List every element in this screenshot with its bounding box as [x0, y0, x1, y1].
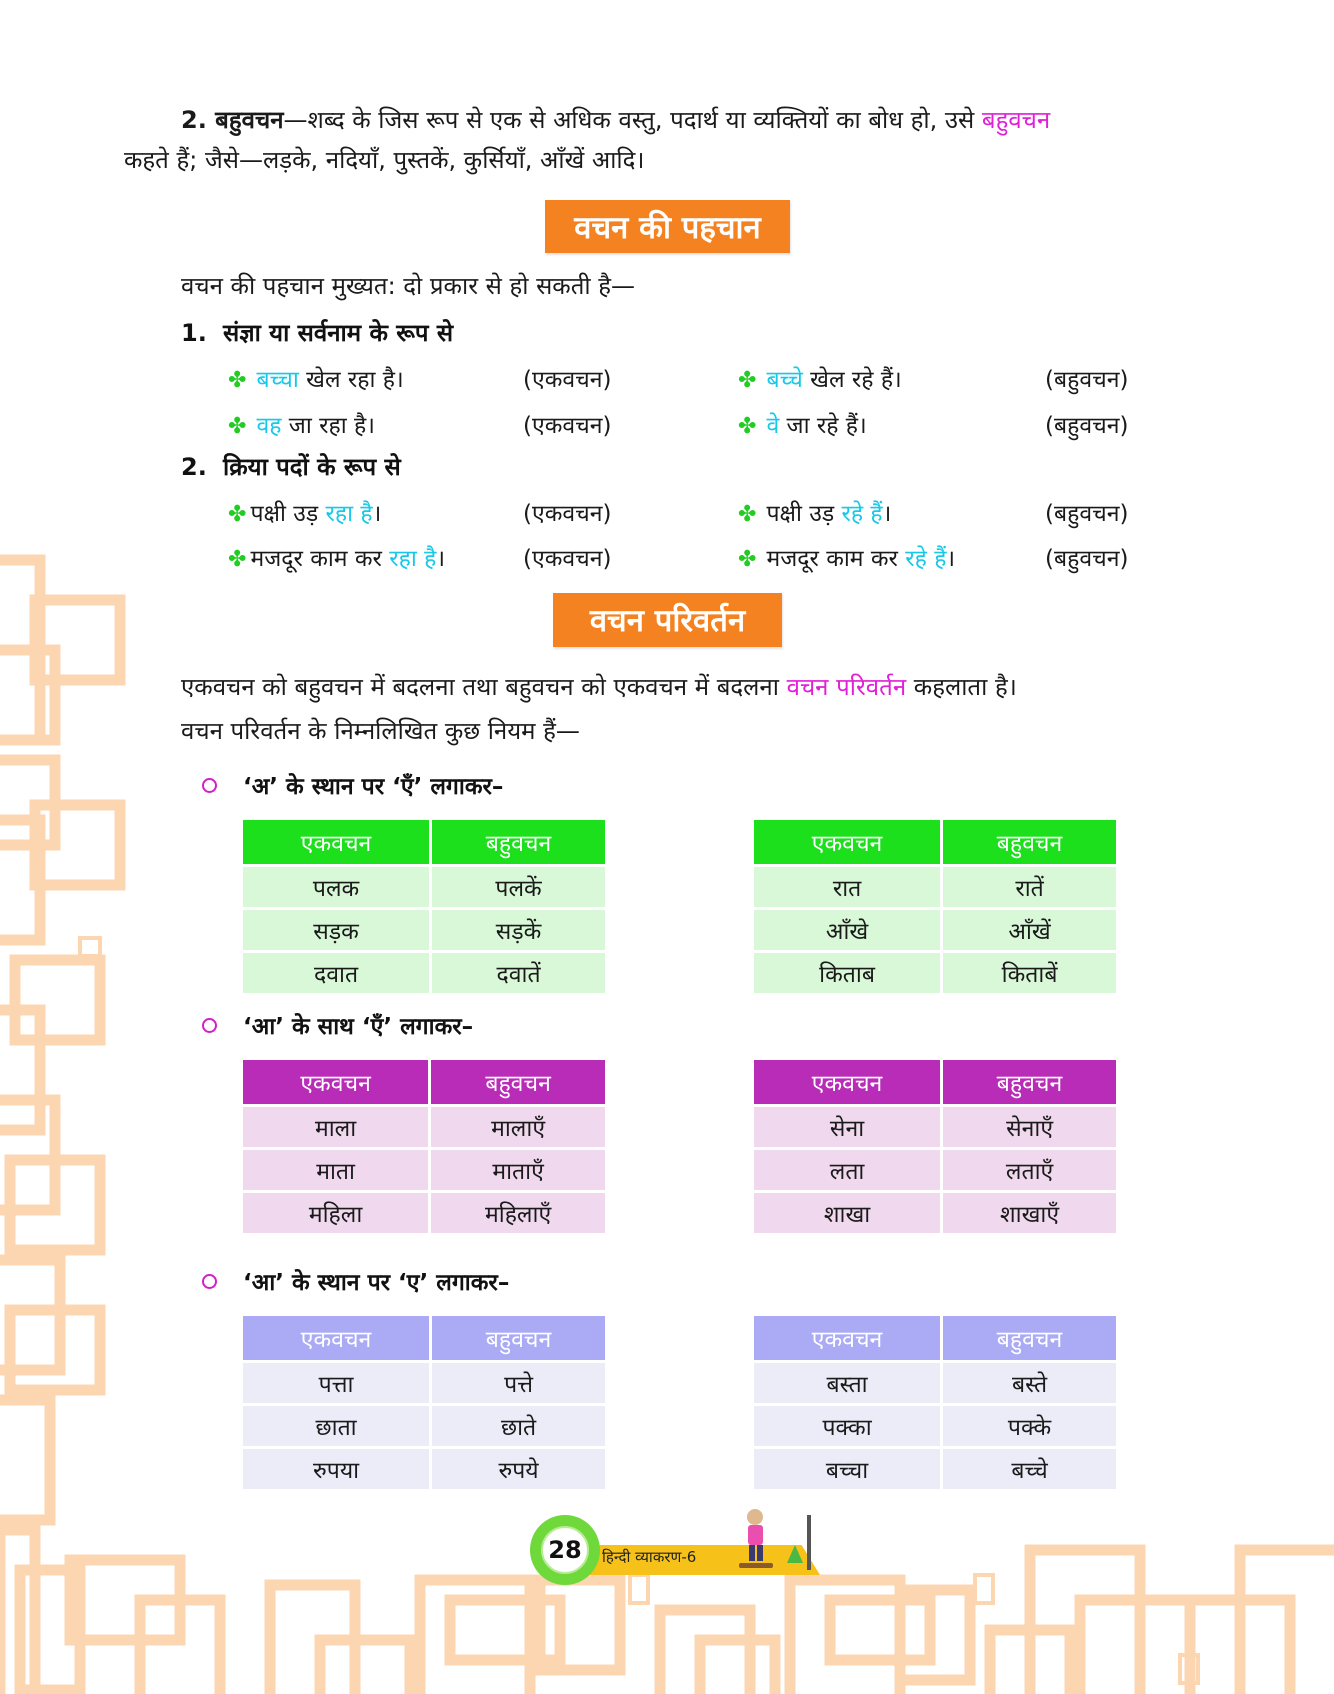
tag-plural: (बहुवचन): [1045, 367, 1129, 393]
tag-singular: (एकवचन): [523, 413, 612, 439]
rule3-table-right: एकवचन बहुवचन बस्ता बस्ते पक्का पक्के बच्चा बच्चे: [751, 1313, 1119, 1492]
example-plural: ✤ बच्चे खेल रहे हैं।: [738, 367, 902, 393]
tag-singular: (एकवचन): [523, 546, 612, 572]
section-title-vachan-parivartan: वचन परिवर्तन: [553, 593, 782, 647]
subheading-kriya-pad: 2. क्रिया पदों के रूप से: [181, 453, 401, 481]
rule-heading-3: ‘आ’ के स्थान पर ‘ए’ लगाकर–: [202, 1265, 509, 1297]
book-title: हिन्दी व्याकरण-6: [602, 1548, 697, 1566]
page-number: 28: [541, 1526, 589, 1574]
leaf-badge-icon: [530, 1515, 600, 1585]
example-singular: ✤ पक्षी उड़ रहा है।: [228, 501, 382, 527]
rule-heading-1: ‘अ’ के स्थान पर ‘एँ’ लगाकर–: [202, 769, 503, 801]
tag-singular: (एकवचन): [523, 501, 612, 527]
tag-plural: (बहुवचन): [1045, 501, 1129, 527]
section-title-vachan-pehchan: वचन की पहचान: [545, 200, 790, 253]
page-footer: [520, 1505, 820, 1585]
rule3-table-left: एकवचन बहुवचन पत्ता पत्ते छाता छाते रुपया रुपये: [240, 1313, 608, 1492]
example-plural: ✤ मजदूर काम कर रहे हैं।: [738, 546, 956, 572]
ring-bullet-icon: [202, 1274, 217, 1289]
section1-lead-text: वचन की पहचान मुख्यत: दो प्रकार से हो सकती है—: [181, 272, 636, 300]
example-singular: ✤ मजदूर काम कर रहा है।: [228, 546, 446, 572]
vachan-parivartan-highlight: वचन परिवर्तन: [786, 673, 907, 701]
clover-bullet-icon: ✤: [228, 414, 247, 439]
example-singular: ✤ वह जा रहा है।: [228, 413, 375, 439]
tag-singular: (एकवचन): [523, 367, 612, 393]
tag-plural: (बहुवचन): [1045, 546, 1129, 572]
section2-definition: एकवचन को बहुवचन में बदलना तथा बहुवचन को एकवचन में बदलना वचन परिवर्तन कहलाता है।: [181, 673, 1017, 701]
plural-highlight: बहुवचन: [981, 106, 1051, 134]
rule-heading-2: ‘आ’ के साथ ‘एँ’ लगाकर–: [202, 1009, 473, 1041]
intro-line-2: कहते हैं; जैसे—लड़के, नदियाँ, पुस्तकें, कुर्सियाँ, आँखें आदि।: [124, 146, 645, 174]
intro-line-1: [181, 100, 1211, 140]
example-plural: ✤ वे जा रहे हैं।: [738, 413, 867, 439]
clover-bullet-icon: ✤: [738, 414, 757, 439]
clover-bullet-icon: ✤: [228, 547, 247, 572]
plural-definition-text: —शब्द के जिस रूप से एक से अधिक वस्तु, पदार्थ या व्यक्तियों का बोध हो, उसे: [283, 106, 982, 134]
clover-bullet-icon: ✤: [228, 502, 247, 527]
subheading-sangya-sarvanam: 1. संज्ञा या सर्वनाम के रूप से: [181, 319, 454, 347]
clover-bullet-icon: ✤: [738, 502, 757, 527]
example-plural: ✤ पक्षी उड़ रहे हैं।: [738, 501, 892, 527]
example-singular: ✤ बच्चा खेल रहा है।: [228, 367, 404, 393]
clover-bullet-icon: ✤: [228, 368, 247, 393]
plural-term-label: 2. बहुवचन: [181, 106, 284, 134]
clover-bullet-icon: ✤: [738, 547, 757, 572]
ring-bullet-icon: [202, 778, 217, 793]
rule2-table-left: एकवचन बहुवचन माला मालाएँ माता माताएँ महिला महिलाएँ: [240, 1057, 608, 1236]
tag-plural: (बहुवचन): [1045, 413, 1129, 439]
rule1-table-right: एकवचन बहुवचन रात रातें आँखे आँखें किताब किताबें: [751, 817, 1119, 996]
section2-rules-intro: वचन परिवर्तन के निम्नलिखित कुछ नियम हैं—: [181, 717, 580, 745]
clover-bullet-icon: ✤: [738, 368, 757, 393]
rule1-table-left: एकवचन बहुवचन पलक पलकें सड़क सड़कें दवात दवातें: [240, 817, 608, 996]
skateboarder-illustration-icon: [735, 1505, 815, 1580]
rule2-table-right: एकवचन बहुवचन सेना सेनाएँ लता लताएँ शाखा शाखाएँ: [751, 1057, 1119, 1236]
ring-bullet-icon: [202, 1018, 217, 1033]
